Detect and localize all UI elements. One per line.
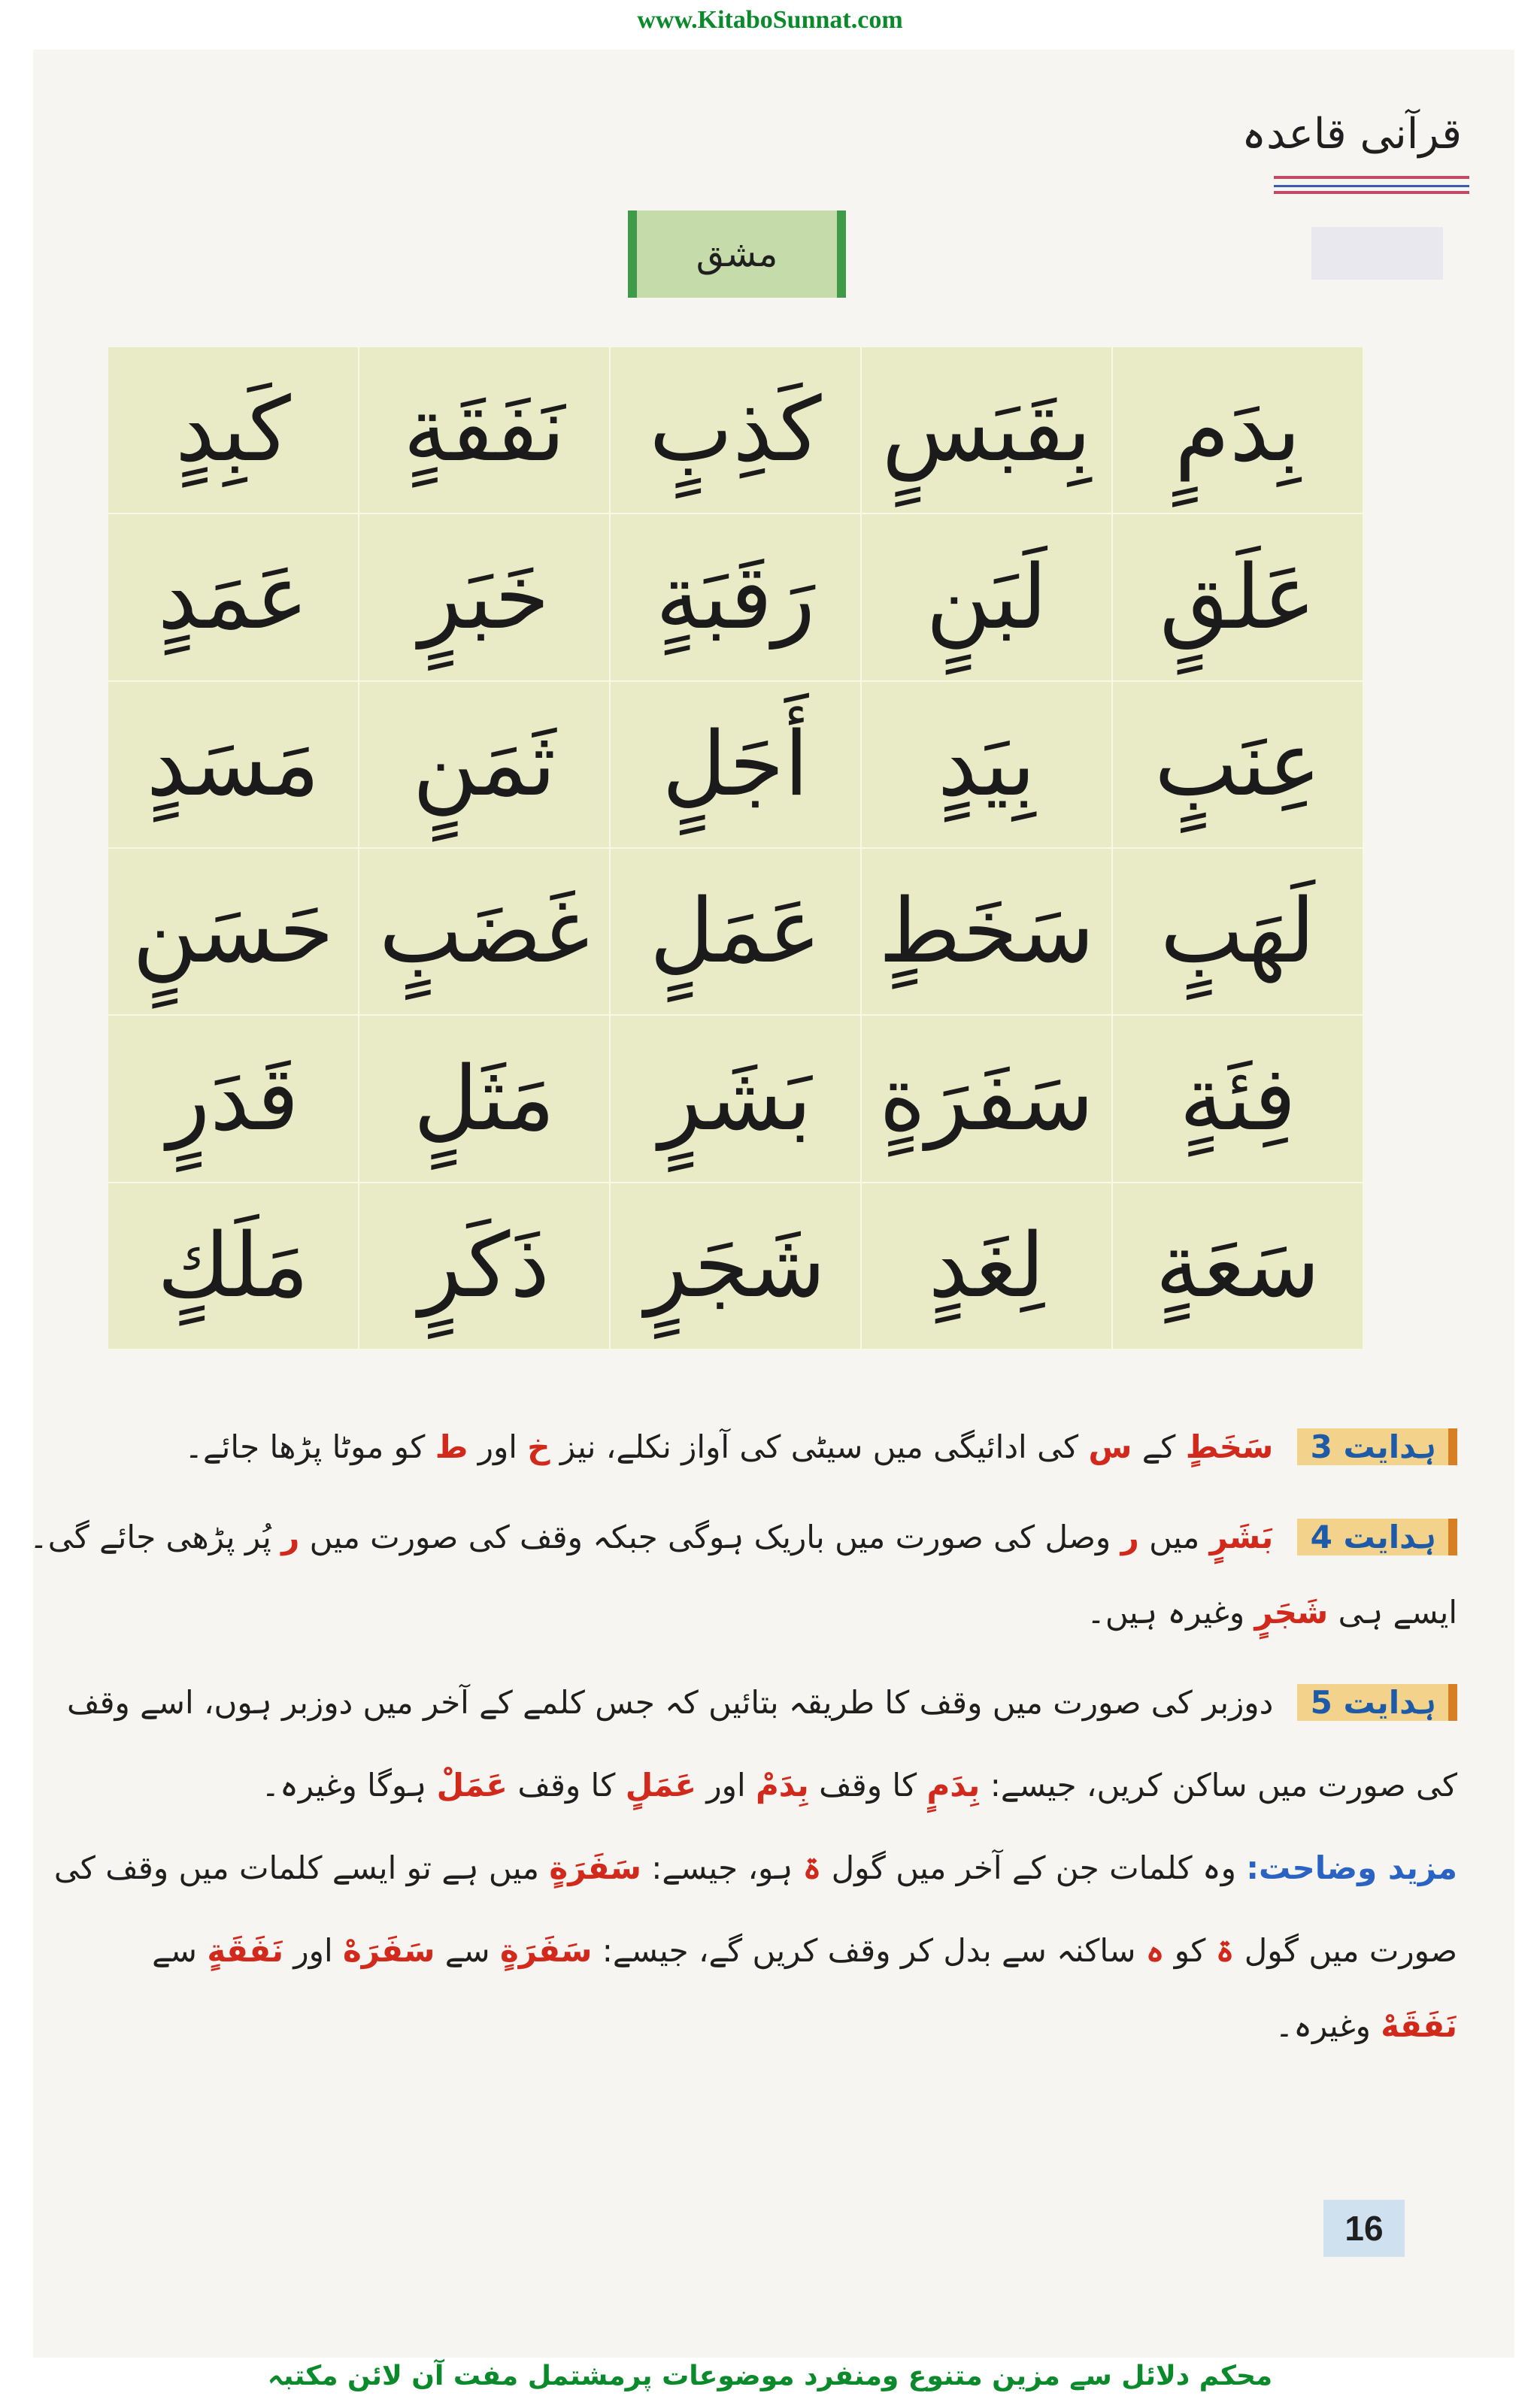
word-cell: قَدَرٍ <box>108 1016 359 1183</box>
note-text: وہ کلمات جن کے آخر میں گول <box>831 1849 1236 1886</box>
note-text: اور <box>477 1428 517 1465</box>
note-4-label: ہدایت 4 <box>1297 1519 1457 1555</box>
note-text: کے <box>1141 1428 1176 1465</box>
note-letter: ۃ <box>1215 1932 1235 1969</box>
note-word: سَفَرَهْ <box>342 1932 435 1969</box>
word-cell: رَقَبَةٍ <box>611 514 862 681</box>
note-extra-3 <box>66 2007 1457 2044</box>
word-cell: مَثَلٍ <box>359 1016 611 1183</box>
word-cell: مَلَكٍ <box>108 1183 359 1350</box>
note-text: سے <box>152 1932 197 1969</box>
word-cell: عَمَدٍ <box>108 514 359 681</box>
note-4b <box>66 1594 1457 1631</box>
note-text: ہوگا وغیرہ۔ <box>261 1767 427 1804</box>
note-letter: ط <box>435 1428 468 1465</box>
word-cell: كَبِدٍ <box>108 347 359 514</box>
note-letter: خ <box>527 1428 550 1465</box>
note-word: سَفَرَةٍ <box>549 1849 641 1886</box>
faded-box <box>1311 227 1443 280</box>
note-text: کا وقف <box>517 1767 616 1804</box>
word-cell: سَفَرَةٍ <box>862 1016 1113 1183</box>
site-url[interactable]: www.KitaboSunnat.com <box>637 6 903 34</box>
note-text: دوزبر کی صورت میں وقف کا طریقہ بتائیں کہ جس کلمے کے آخر میں دوزبر ہوں، اسے وقف <box>66 1684 1274 1721</box>
title-rule <box>1274 191 1469 194</box>
note-text: اور <box>293 1932 333 1969</box>
word-cell: عَلَقٍ <box>1113 514 1364 681</box>
word-cell: حَسَنٍ <box>108 849 359 1016</box>
note-extra-2 <box>66 1932 1457 1969</box>
note-extra <box>53 1849 1457 1886</box>
note-word: سَفَرَةٍ <box>499 1932 593 1969</box>
note-word: نَفَقَهْ <box>1381 2007 1457 2044</box>
note-text: کی صورت میں ساکن کریں، جیسے: <box>990 1767 1457 1804</box>
word-cell: سَعَةٍ <box>1113 1183 1364 1350</box>
word-cell: كَذِبٍ <box>611 347 862 514</box>
note-letter: ر <box>1120 1519 1139 1555</box>
note-word: عَمَلٍ <box>625 1767 697 1804</box>
note-letter: ۃ <box>802 1849 822 1886</box>
note-text: میں <box>1149 1519 1200 1555</box>
exercise-heading: مشق <box>628 211 846 298</box>
note-text: پُر پڑھی جائے گی۔ <box>29 1519 271 1555</box>
word-cell: بِدَمٍ <box>1113 347 1364 514</box>
word-cell: بَشَرٍ <box>611 1016 862 1183</box>
word-cell: عِنَبٍ <box>1113 682 1364 849</box>
note-letter: ہ <box>1145 1932 1165 1969</box>
note-text: صورت میں گول <box>1244 1932 1457 1969</box>
note-text: ساکنہ سے بدل کر وقف کریں گے، جیسے: <box>602 1932 1136 1969</box>
title-rule <box>1274 185 1469 187</box>
note-5-label: ہدایت 5 <box>1297 1684 1457 1721</box>
note-text: کو موٹا پڑھا جائے۔ <box>184 1428 426 1465</box>
note-text: وغیرہ ہیں۔ <box>1087 1594 1245 1631</box>
note-5 <box>66 1684 1457 1721</box>
note-text: ہو، جیسے: <box>651 1849 793 1886</box>
footer-text: محکم دلائل سے مزین متنوع ومنفرد موضوعات پرمشتمل مفت آن لائن مکتبہ <box>267 2361 1273 2391</box>
word-cell: نَفَقَةٍ <box>359 347 611 514</box>
word-cell: فِئَةٍ <box>1113 1016 1364 1183</box>
word-cell: لِغَدٍ <box>862 1183 1113 1350</box>
word-cell: بِيَدٍ <box>862 682 1113 849</box>
note-text: کو <box>1174 1932 1206 1969</box>
word-cell: خَبَرٍ <box>359 514 611 681</box>
note-3 <box>66 1428 1457 1465</box>
note-5b <box>66 1767 1457 1804</box>
note-text: کا وقف <box>819 1767 917 1804</box>
word-grid <box>108 347 1364 1350</box>
word-cell: لَبَنٍ <box>862 514 1113 681</box>
note-text: میں ہے تو ایسے کلمات میں وقف کی <box>53 1849 540 1886</box>
note-word: بِدَمٍ <box>926 1767 981 1804</box>
page-number: 16 <box>1323 2200 1405 2257</box>
note-text: وغیرہ۔ <box>1275 2007 1371 2044</box>
note-4 <box>29 1519 1457 1555</box>
note-3-label: ہدایت 3 <box>1297 1428 1457 1465</box>
note-text: وصل کی صورت میں باریک ہوگی جبکہ وقف کی صورت میں <box>309 1519 1111 1555</box>
note-text: اور <box>706 1767 746 1804</box>
title-rule <box>1274 176 1469 179</box>
note-letter: س <box>1088 1428 1132 1465</box>
note-text: ایسے ہی <box>1338 1594 1457 1631</box>
word-cell: مَسَدٍ <box>108 682 359 849</box>
note-word: شَجَرٍ <box>1254 1594 1329 1631</box>
word-cell: بِقَبَسٍ <box>862 347 1113 514</box>
note-letter: ر <box>281 1519 300 1555</box>
word-cell: لَهَبٍ <box>1113 849 1364 1016</box>
note-word: سَخَطٍ <box>1185 1428 1274 1465</box>
note-text: کی ادائیگی میں سیٹی کی آواز نکلے، نیز <box>559 1428 1079 1465</box>
word-cell: ذَكَرٍ <box>359 1183 611 1350</box>
note-word: عَمَلْ <box>436 1767 508 1804</box>
book-title: قرآنی قاعدہ <box>1241 110 1462 159</box>
word-cell: عَمَلٍ <box>611 849 862 1016</box>
note-text: سے <box>444 1932 490 1969</box>
word-cell: سَخَطٍ <box>862 849 1113 1016</box>
word-cell: ثَمَنٍ <box>359 682 611 849</box>
note-word: بِدَمْ <box>755 1767 809 1804</box>
word-cell: أَجَلٍ <box>611 682 862 849</box>
word-cell: غَضَبٍ <box>359 849 611 1016</box>
note-word: نَفَقَةٍ <box>207 1932 284 1969</box>
extra-label: مزید وضاحت: <box>1246 1849 1457 1886</box>
word-cell: شَجَرٍ <box>611 1183 862 1350</box>
note-word: بَشَرٍ <box>1209 1519 1274 1555</box>
